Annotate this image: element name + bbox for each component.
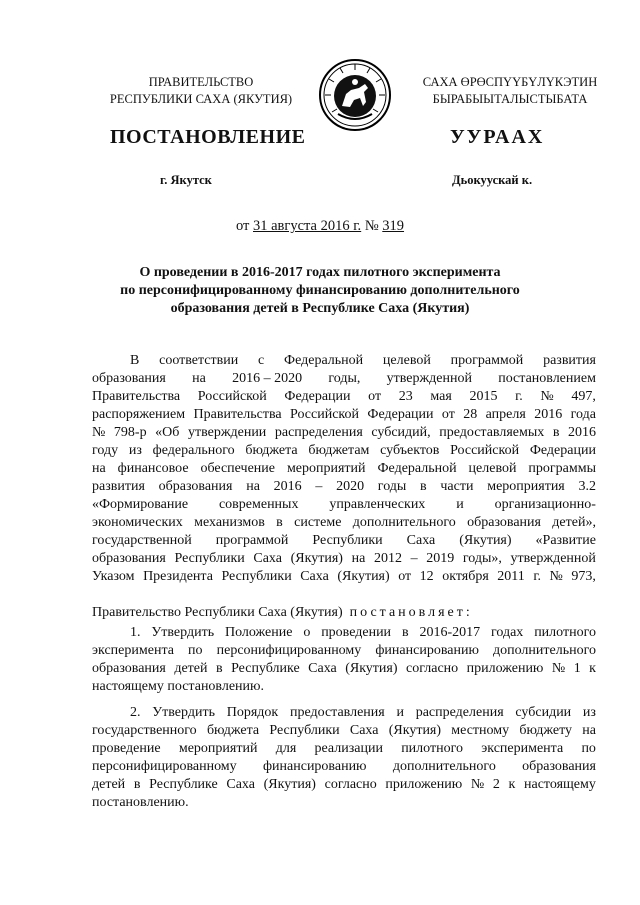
word: бюджету [519,723,573,738]
text-line [92,514,596,532]
document-date: 31 августа 2016 г. [253,218,362,234]
word: № [549,569,563,584]
coat-of-arms-emblem [318,58,392,132]
word: 2016 [273,479,302,494]
text-line [92,550,596,568]
word: от [441,407,455,422]
issuer-header-sakha [395,74,625,108]
last-line-text: постановлению. [92,795,189,810]
text-line [92,532,596,550]
word: проведении [321,625,392,640]
word: Федерации [367,407,434,422]
word: образования [92,551,166,566]
word: образования [467,515,541,530]
word: дополнительного [392,759,496,774]
word: Президента [143,569,213,584]
word: (Якутия) [337,569,390,584]
word: к [589,661,596,676]
word: Российской [450,443,520,458]
text-line [92,442,596,460]
word: (Якутия) [263,777,316,792]
word: 2015 [469,389,498,404]
word: (Якутия) [388,723,442,738]
word: распределения [274,425,363,440]
word: по [581,741,596,756]
word: 2016 – 2020 [232,371,303,386]
word: Российской [290,407,360,422]
word: части [440,479,474,494]
word: № [470,777,485,792]
city-sakha: Дьокуускай к. [452,173,533,187]
word: «Развитие [535,533,596,548]
word: на [192,371,206,386]
word: 497, [571,389,596,404]
word: Республике [231,661,300,676]
resolution-item-1 [92,624,596,696]
word: развития [92,479,145,494]
word: развития [543,353,596,368]
text-line [92,642,596,660]
word: (Якутия) [345,661,398,676]
text-line [92,370,596,388]
word: Федеральной [284,353,364,368]
word: настоящему [524,777,596,792]
word: и [456,497,464,512]
word: федерального [152,443,235,458]
text-line [92,496,596,514]
word: персонифицированному [92,759,237,774]
word: бюджетам [308,443,370,458]
word: (Якутия) [459,533,512,548]
word: экономических [92,515,183,530]
word: Утвердить [152,705,215,720]
word: детей [174,661,208,676]
word: 12 [419,569,434,584]
word: Российской [197,389,267,404]
word: программы [528,461,596,476]
word: образования [92,371,166,386]
word: годах [490,625,524,640]
word: Саха [300,569,329,584]
word: финансированию [375,643,479,658]
text-line [92,704,596,722]
word: распределения [415,705,504,720]
word: 1. [130,625,141,640]
word: апреля [485,407,526,422]
document-subject [100,264,540,318]
word: финансированию [262,759,367,774]
word: «Формирование [92,497,189,512]
issuer-ru-line1: ПРАВИТЕЛЬСТВО [148,75,254,89]
word: Саха [226,777,255,792]
number-sign: № [364,218,379,234]
word: согласно [406,661,459,676]
word: утвержденной [510,551,596,566]
word: государственной [92,533,192,548]
last-line-text: настоящему постановлению. [92,679,264,694]
word: Республике [149,777,218,792]
word: согласно [324,777,377,792]
word: 2016 [534,407,563,422]
word: Республики [221,569,292,584]
word: пилотного [534,625,596,640]
word: – [410,551,418,566]
word: годы, [328,371,361,386]
word: Республики [174,551,245,566]
word: соответствии [159,353,239,368]
word: «Об [155,425,180,440]
word: Республики [312,533,383,548]
document-type-ru: ПОСТАНОВЛЕНИЕ [110,126,306,148]
word: 798-р [113,425,147,440]
text-line [92,758,596,776]
document-number: 319 [382,218,405,234]
text-line [92,424,596,442]
word: дополнительного [493,643,596,658]
word: октября [442,569,489,584]
word: Республики [269,723,340,738]
word: современных [218,497,299,512]
word: государственного [92,723,197,738]
word: г. [533,569,541,584]
word: в [215,661,223,676]
text-line [92,568,596,586]
word: финансовое [117,461,189,476]
word: на [582,723,596,738]
word: персонифицированному [216,643,362,658]
word: мероприятий [178,741,258,756]
word: в [420,479,427,494]
word: эксперимента [481,741,564,756]
text-line [92,478,596,496]
word: утвержденной [386,371,472,386]
subject-line: по персонифицированному финансированию дополнительного [120,283,520,298]
word: годы», [462,551,502,566]
word: 23 [398,389,413,404]
word: в [401,625,409,640]
word: 2019 [426,551,455,566]
word: 2016 [568,425,596,440]
word: на [92,461,106,476]
issuer-header-ru [96,74,306,108]
word: бюджета [206,723,260,738]
word: детей [92,777,126,792]
text-line [92,776,596,794]
word: 2020 [336,479,365,494]
issuer-sakha-line1: САХА ӨРӨСПҮҮБҮЛҮКЭТИН [422,75,598,89]
word: предоставляемых [439,425,545,440]
text-line [92,388,596,406]
word: года [570,407,596,422]
word: 2. [130,705,141,720]
word: (Якутия) [290,551,343,566]
city-ru: г. Якутск [160,173,212,187]
word: 3.2 [578,479,596,494]
resolves-word: постановляет: [349,605,473,620]
word: утверждении [187,425,267,440]
word: Правительства [92,389,181,404]
word: 2011 [497,569,525,584]
word: приложению [385,777,463,792]
text-line [92,678,596,696]
issuer-sakha-line2: БЫРАБЫЫТАЛЫСТЫБАТА [432,92,588,106]
text-line [92,352,596,370]
word: Федерации [284,389,351,404]
word: управленческих [329,497,426,512]
word: из [128,443,142,458]
word: организационно- [494,497,596,512]
word: приложению [466,661,544,676]
text-line [92,740,596,758]
word: Правительства [193,407,282,422]
word: 1 [573,661,581,676]
word: о [303,625,311,640]
word: программой [215,533,289,548]
word: обеспечение [200,461,275,476]
preamble-paragraph [92,352,596,586]
word: системе [294,515,342,530]
word: детей», [552,515,596,530]
word: Федеральной [377,461,457,476]
word: из [582,705,596,720]
word: 973, [571,569,596,584]
resolution-item-2 [92,704,596,812]
word: пилотного [401,741,463,756]
word: местному [451,723,510,738]
word: году [92,443,119,458]
word: к [508,777,516,792]
word: с [258,353,265,368]
word: бюджета [245,443,298,458]
word: Положение [224,625,293,640]
word: 2012 [373,551,402,566]
word: Федерации [529,443,596,458]
word: Саха [406,533,436,548]
word: г. [515,389,523,404]
document-type-sakha: УУРААХ [450,126,545,148]
word: 2 [492,777,500,792]
subject-line: О проведении в 2016-2017 годах пилотного эксперимента [139,265,501,280]
word: Утвердить [151,625,215,640]
word: в [276,515,283,530]
word: Саха [253,551,282,566]
text-line [92,624,596,642]
word: проведение [92,741,161,756]
word: от [368,389,382,404]
issuer-ru-line2: РЕСПУБЛИКИ САХА (ЯКУТИЯ) [109,92,293,106]
word: в [552,425,560,440]
word: В [130,353,140,368]
word: субъектов [380,443,440,458]
word: 2016-2017 [419,625,481,640]
word: механизмов [194,515,265,530]
word: от [398,569,412,584]
word: эксперимента [92,643,174,658]
date-number-line [0,218,640,235]
word: целевой [382,353,431,368]
word: 28 [463,407,478,422]
text-line [92,460,596,478]
word: мая [430,389,452,404]
subject-line: образования детей в Республике Саха (Якутия) [170,301,470,316]
preamble-last-line [92,604,596,622]
word: на [246,479,260,494]
word: № [551,661,566,676]
word: образования [92,661,166,676]
word: целевой [468,461,517,476]
word: годы [377,479,407,494]
word: предоставления [289,705,385,720]
word: в [133,777,141,792]
word: субсидии [515,705,572,720]
word: постановлением [498,371,596,386]
word: распоряжением [92,407,186,422]
text-line [92,660,596,678]
word: Порядок [226,705,279,720]
text-line [92,406,596,424]
word: и [396,705,404,720]
word: субсидий, [371,425,431,440]
text-line [92,722,596,740]
word: образования [158,479,233,494]
word: по [188,643,203,658]
word: Саха [349,723,379,738]
word: дополнительного [352,515,456,530]
word: для [275,741,297,756]
word: мероприятий [286,461,366,476]
text-line [92,794,596,812]
word: – [315,479,323,494]
word: образования [522,759,596,774]
word: мероприятия [487,479,565,494]
word: Саха [308,661,337,676]
word: программой [450,353,524,368]
word: на [351,551,366,566]
word: № [540,389,554,404]
preamble-closing-text: Правительство Республики Саха (Якутия) [92,605,343,620]
date-prefix: от [235,218,250,234]
word: № [92,425,106,440]
word: Указом [92,569,135,584]
word: реализации [314,741,383,756]
